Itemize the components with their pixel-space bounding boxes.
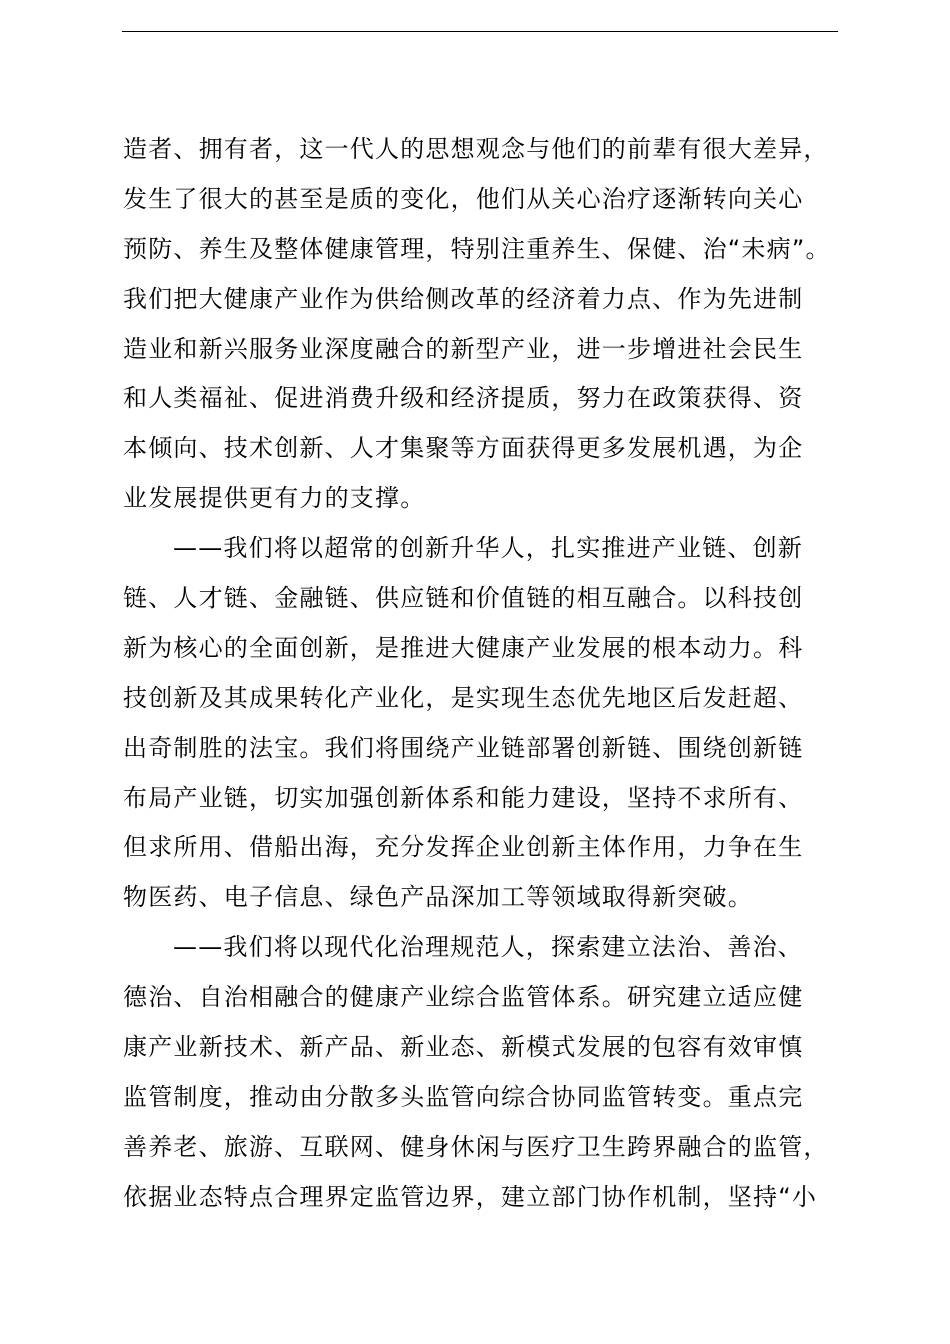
text-line: 发生了很大的甚至是质的变化，他们从关心治疗逐渐转向关心	[123, 184, 804, 213]
text-line: 但求所用、借船出海，充分发挥企业创新主体作用，力争在生	[123, 833, 804, 862]
body-text	[123, 125, 863, 1223]
text-line: 布局产业链，切实加强创新体系和能力建设，坚持不求所有、	[123, 783, 804, 812]
text-line: 造者、拥有者，这一代人的思想观念与他们的前辈有很大差异，	[123, 135, 829, 163]
text-line: 出奇制胜的法宝。我们将围绕产业链部署创新链、围绕创新链	[123, 733, 804, 762]
text-line: 善养老、旅游、互联网、健身休闲与医疗卫生跨界融合的监管，	[123, 1132, 829, 1161]
paragraph-start-line: ——我们将以超常的创新升华人，扎实推进产业链、创新	[173, 534, 803, 563]
text-line: 技创新及其成果转化产业化，是实现生态优先地区后发赶超、	[123, 683, 804, 712]
paragraph-start-line: ——我们将以现代化治理规范人，探索建立法治、善治、	[173, 933, 803, 962]
text-line: 德治、自治相融合的健康产业综合监管体系。研究建立适应健	[123, 983, 804, 1012]
text-line: 造业和新兴服务业深度融合的新型产业，进一步增进社会民生	[123, 334, 804, 363]
text-line: 链、人才链、金融链、供应链和价值链的相互融合。以科技创	[123, 584, 804, 613]
text-line: 依据业态特点合理界定监管边界，建立部门协作机制，坚持“小	[123, 1182, 818, 1211]
text-line: 业发展提供更有力的支撑。	[123, 484, 426, 513]
text-line: 物医药、电子信息、绿色产品深加工等领域取得新突破。	[123, 883, 753, 912]
text-line: 康产业新技术、新产品、新业态、新模式发展的包容有效审慎	[123, 1033, 804, 1062]
text-line: 本倾向、技术创新、人才集聚等方面获得更多发展机遇，为企	[123, 434, 804, 463]
text-line: 监管制度，推动由分散多头监管向综合协同监管转变。重点完	[123, 1082, 804, 1111]
header-rule	[122, 31, 838, 32]
text-line: 预防、养生及整体健康管理，特别注重养生、保健、治“未病”。	[123, 234, 831, 263]
text-line: 和人类福祉、促进消费升级和经济提质，努力在政策获得、资	[123, 384, 804, 413]
text-line: 我们把大健康产业作为供给侧改革的经济着力点、作为先进制	[123, 284, 804, 313]
text-line: 新为核心的全面创新，是推进大健康产业发展的根本动力。科	[123, 633, 804, 662]
